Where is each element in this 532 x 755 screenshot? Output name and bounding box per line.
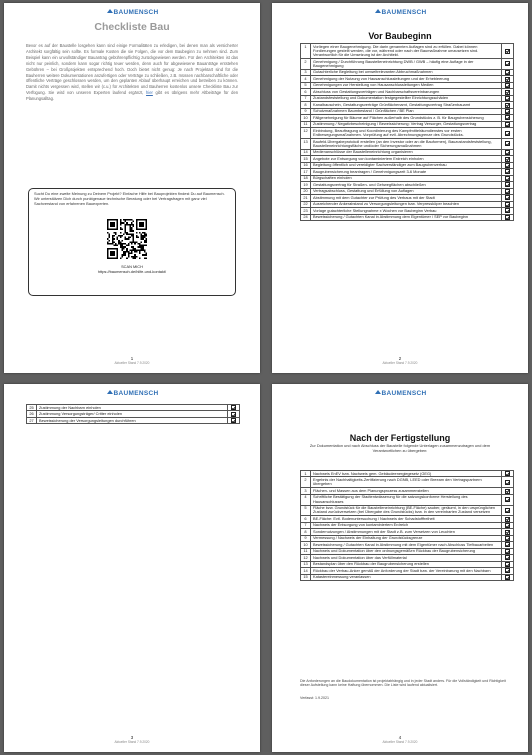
checkbox-checked-icon[interactable]	[505, 530, 510, 535]
item-number: 3	[301, 69, 311, 75]
item-number: 12	[301, 128, 311, 139]
checkbox-checked-icon[interactable]	[505, 215, 510, 220]
page-1	[4, 3, 260, 373]
checkbox-checked-icon[interactable]	[505, 568, 510, 573]
item-number: 26	[27, 411, 37, 417]
item-check-cell	[228, 417, 240, 423]
house-icon	[107, 9, 113, 13]
page-4	[272, 384, 528, 752]
item-number: 27	[27, 417, 37, 423]
house-icon	[375, 9, 381, 13]
checkbox-checked-icon[interactable]	[505, 96, 510, 101]
table-row	[301, 139, 514, 150]
item-number: 1	[301, 44, 311, 59]
item-text: Zustimmung der Nachbarn einholen	[37, 405, 228, 411]
item-number: 25	[27, 405, 37, 411]
item-text: Fällgenehmigung für Bäume auf Flächen außerhalb des Grundstücks z. B. für Baugrubensicherung	[311, 115, 502, 121]
item-number: 14	[301, 149, 311, 155]
item-number: 1	[301, 471, 311, 477]
item-text: Begleitung öffentlich und vereidigter Sachverständiger zum Baugrubenverbau	[311, 162, 502, 168]
item-number: 15	[301, 574, 311, 580]
checkbox-checked-icon[interactable]	[505, 150, 510, 155]
item-number: 9	[301, 535, 311, 541]
item-number: 7	[301, 522, 311, 528]
scan-url[interactable]: https://baumensch.de/hilfe-und-kontakt/	[97, 269, 167, 274]
section-subtitle: Zur Dokumentation und nach Abschluss der Baustelle folgende Unterlagen zusammenzutragen und dem Verantwortlichen zu übergeben:	[309, 443, 491, 453]
item-text: Bürgschaften einholen	[311, 175, 502, 181]
checkbox-checked-icon[interactable]	[505, 77, 510, 82]
item-text: Baugrubensicherung beantragen / Genehmigungszeit 3-6 Monate	[311, 169, 502, 175]
table-row	[27, 417, 240, 423]
disclaimer-note: Die Anforderungen an die Baudokumentation ist projektabhängig und in jeder Stadt anders. Für die Vollständigkeit und Richtigkeit dieser Aufstellung kann keine Haftung übernommen. Die Liste wird laufend aktualisiert.	[300, 679, 506, 688]
page-date: Aktueller Stand 7.9.2020	[382, 361, 418, 365]
checkbox-checked-icon[interactable]	[505, 83, 510, 88]
item-number: 8	[301, 102, 311, 108]
checkbox-checked-icon[interactable]	[505, 115, 510, 120]
brand-logo: BAUMENSCH	[4, 9, 260, 16]
item-text: Nachweis EnEV bzw. Nachweis gem. Gebäudeenergiegesetz (GEG)	[311, 471, 502, 477]
item-number: 17	[301, 169, 311, 175]
item-text: Vertragsabschluss, Gestattung und Erfüllung von Auflagen	[311, 188, 502, 194]
brand-logo: BAUMENSCH	[4, 390, 260, 397]
page-3	[4, 384, 260, 752]
house-icon	[107, 390, 113, 394]
item-text: Nachweis der Entsorgung von kontaminiertem Erdreich	[311, 522, 502, 528]
checkbox-checked-icon[interactable]	[505, 70, 510, 75]
item-text: Zustandsfeststellung und Dokumentation festgegestellter Einrichtungsschäden	[311, 95, 502, 101]
item-number: 16	[301, 162, 311, 168]
checkbox-checked-icon[interactable]	[505, 61, 510, 66]
item-number: 4	[301, 494, 311, 505]
promo-text: Sucht Du eine zweite Meinung zu Deinem Projekt? Einfache Hilfe bei Bauprojekten findest Du auf Baumensch. Wir unterstützen Dich durch punktgenaue technische Beratung oder bei Vertragsfragen mit ganz viel Sachverstand von erfahrenen Bauexperten.	[34, 191, 225, 206]
item-text: Vermessung / Nachweis der Einhaltung der Grundstücksgrenze	[311, 535, 502, 541]
item-text: Vorlage gutachterliche Stellungnahme x Wochen vor Baubeginn Verbau	[311, 208, 502, 214]
item-text: Rückbau der Verbau-Anker gemäß der Anforderung der Stadt bzw. der Vereinbarung mit den Nachbarn	[311, 568, 502, 574]
scan-label: SCAN MICH	[121, 264, 143, 269]
checkbox-checked-icon[interactable]	[231, 412, 236, 417]
table-row	[301, 505, 514, 516]
checkbox-checked-icon[interactable]	[505, 562, 510, 567]
scan-caption	[29, 264, 235, 274]
item-text: Flächen- und Massen aus dem Planungsprozess zusammenstellen	[311, 488, 502, 494]
item-text: Medienanschlüsse der Baustelleneinrichtung organisieren	[311, 149, 502, 155]
table-row	[301, 214, 514, 220]
item-text: Zustimmung / Negativbescheinigung / Beweissicherung: Vertrag Versorger, Gestattungsvertrag	[311, 121, 502, 127]
item-number: 18	[301, 175, 311, 181]
checkbox-checked-icon[interactable]	[505, 549, 510, 554]
page-date: Aktueller Stand 7.9.2020	[382, 740, 418, 744]
item-number: 2	[301, 477, 311, 488]
item-number: 11	[301, 548, 311, 554]
checklist-table	[26, 404, 240, 424]
table-row	[301, 128, 514, 139]
item-number: 10	[301, 115, 311, 121]
section-title: Nach der Fertigstellung	[349, 433, 451, 443]
item-text: Beweissicherung / Gutachten Kanal in Abstimmung mit dem Eigentümer nach Abschluss Tiefbauarbeiten	[311, 542, 502, 548]
item-number: 5	[301, 82, 311, 88]
checkbox-checked-icon[interactable]	[505, 122, 510, 127]
item-check-cell	[502, 494, 514, 505]
item-number: 20	[301, 188, 311, 194]
item-text: Abschluss von Gestattungsverträgen und Nachbarschaftsvereinbarungen	[311, 89, 502, 95]
item-check-cell	[502, 59, 514, 70]
item-text: Genehmigung / Durchführung Baustelleneinrichtung DWB / GWB – häufig eine Auflage in der Baugenehmigung	[311, 59, 502, 70]
item-check-cell	[502, 44, 514, 59]
item-text: Ergebnis der Nachhaltigkeits-Zertifizierung nach DGNB, LEED oder Breeam den Vertragspartnern übergeben	[311, 477, 502, 488]
item-number: 3	[301, 488, 311, 494]
page-date: Aktueller Stand 7.9.2020	[114, 740, 150, 744]
checkbox-checked-icon[interactable]	[505, 109, 510, 114]
checkbox-checked-icon[interactable]	[505, 208, 510, 213]
item-number: 2	[301, 59, 311, 70]
checkbox-checked-icon[interactable]	[505, 480, 510, 485]
table-row	[301, 44, 514, 59]
brand-logo: BAUMENSCH	[272, 390, 528, 397]
item-number: 5	[301, 505, 311, 516]
table-row	[301, 59, 514, 70]
item-text: Schutzmaßnahmen Baumbestand / Grünflächen / BE Plan	[311, 108, 502, 114]
item-number: 13	[301, 139, 311, 150]
page-number: 2	[398, 356, 402, 361]
page-footer	[4, 356, 260, 366]
item-check-cell	[502, 139, 514, 150]
intro-paragraph: Bevor es auf der Baustelle losgehen kann sind einige Formalitäten zu erledigen, bei denen man als versicherter Architekt sorgfältig sein sollte. Es formale Kosten die sie Folgen, die vor dem Baubeginn zu nehmen sind. Zum Beispiel kann ein unvollständiger Bauantrag gebührenpflichtig zurückgewiesen werden. Für den Architekten ist das nicht nur peinlich, sondern kann sogar richtig teuer werden, denn auch für abgewiesene Bauanträge entstehen Gebühren – bei Großprojekten entsprechend hoch. Doch bietet nicht genug: Je nach Projektart sind für die Bauherren weitere Dokumentationen anzufertigen oder Verträge zu schließen, z.B. müssen nachbarschaftliche oder öffentliche Verträge geschlossen werden, um den geplanten Ablauf überhaupt erreichen und betreiben zu können. Damit nichts vergessen wird, stellen wir (c.u.) für Architekten und Bauherren kostenlos unsere Checkliste Bau zur Verfügung. Sie wird von unseren Experten laufend ergänzt, hier gibt es übrigens mehr Altbeiträge für den Planungsalltag.	[26, 43, 238, 102]
checkbox-checked-icon[interactable]	[505, 536, 510, 541]
item-number: 23	[301, 208, 311, 214]
checkbox-checked-icon[interactable]	[505, 131, 510, 136]
item-number: 24	[301, 214, 311, 220]
checkbox-checked-icon[interactable]	[505, 189, 510, 194]
item-number: 22	[301, 201, 311, 207]
item-text: Beweissicherung / Gutachten Kanal in Abstimmung dem Eigentümer / SEP vor Baubeginn	[311, 214, 502, 220]
item-number: 10	[301, 542, 311, 548]
table-row	[301, 574, 514, 580]
item-text: Ausreichender Ankerabstand zu Versorgungsleitungen bzw. Verpressköper beachten	[311, 201, 502, 207]
item-number: 7	[301, 95, 311, 101]
item-number: 15	[301, 156, 311, 162]
item-text: Genehmigungen zur Herstellung von Hausanschlussleitungen Medien	[311, 82, 502, 88]
item-number: 21	[301, 195, 311, 201]
item-number: 19	[301, 182, 311, 188]
checkbox-checked-icon[interactable]	[505, 508, 510, 513]
checkbox-checked-icon[interactable]	[505, 555, 510, 560]
page-footer	[4, 735, 260, 745]
checkbox-checked-icon[interactable]	[505, 157, 510, 162]
item-text: Sondernutzungen / Abstimmungen mit der Stadt z.B. zum Versetzen von Leuchten	[311, 529, 502, 535]
item-text: Schriftliche Bestätigung der Stadtentwässerung für die satzungskonforme Herstellung des Hausanschlusses	[311, 494, 502, 505]
item-text: Bestandsplan über den Rückbau der Baugrubensicherung erstellen	[311, 561, 502, 567]
item-text: Nachweis und Dokumentation über den ordnungsgemäßen Rückbau der Baugrubensicherung	[311, 548, 502, 554]
checkbox-checked-icon[interactable]	[505, 489, 510, 494]
checkbox-checked-icon[interactable]	[505, 471, 510, 476]
house-icon	[375, 390, 381, 394]
checkbox-checked-icon[interactable]	[505, 103, 510, 108]
page-number: 3	[130, 735, 134, 740]
checklist-table	[300, 470, 514, 581]
item-text: Kanalbauschein, Gestattungsverträge Grünflächenamt, Gestattungsvertrag Straßenbauamt	[311, 102, 502, 108]
checkbox-checked-icon[interactable]	[505, 542, 510, 547]
item-number: 14	[301, 568, 311, 574]
item-text: Fläche bzw. Grundstück für die Baustelleneinrichtung (BE-Fläche) sauber, geräumt, in den ursprünglichen Zustand zurückversetzen (bei Übergabe des Grundstücks) bzw. in den vereinbarten Zustand versetzen	[311, 505, 502, 516]
item-text: Abstimmung mit dem Gutachter zur Prüfung des Verbaus mit der Stadt	[311, 195, 502, 201]
checkbox-checked-icon[interactable]	[505, 176, 510, 181]
item-text: Beweissicherung der Versorgungsleitungen durchführen	[37, 417, 228, 423]
checkbox-checked-icon[interactable]	[505, 182, 510, 187]
table-row	[301, 477, 514, 488]
page-footer	[272, 356, 528, 366]
item-text: Gutachterliche Begleitung bei umweltrelevanten Abbruchmaßnahmen	[311, 69, 502, 75]
item-number: 11	[301, 121, 311, 127]
checkbox-checked-icon[interactable]	[505, 497, 510, 502]
checkbox-checked-icon[interactable]	[505, 90, 510, 95]
item-check-cell	[502, 477, 514, 488]
page-footer	[272, 735, 528, 745]
item-text: Gestattungsvertrag für Straßen- und Gehwegflächen abschließen	[311, 182, 502, 188]
checkbox-checked-icon[interactable]	[231, 418, 236, 423]
checkbox-checked-icon[interactable]	[505, 141, 510, 146]
checkbox-checked-icon[interactable]	[505, 575, 510, 580]
page-title: Checkliste Bau	[94, 21, 170, 33]
section-title: Vor Baubeginn	[368, 31, 432, 41]
item-check-cell	[502, 574, 514, 580]
brand-logo: BAUMENSCH	[272, 9, 528, 16]
page-2	[272, 3, 528, 373]
checkbox-checked-icon[interactable]	[505, 49, 510, 54]
item-text: Vorliegen einer Baugenehmigung. Die darin genannten Auflagen sind zu erfüllen. Dabei können Fordierungen gestellt werden, die vor, während oder nach der Baumaßnahme umzusetzen sind. Verantwortlich für die Umsetzung ist der Architekt.	[311, 44, 502, 59]
checkbox-checked-icon[interactable]	[505, 195, 510, 200]
page-number: 4	[398, 735, 402, 740]
item-number: 13	[301, 561, 311, 567]
item-text: Baufeld-Übergabeprotokoll erstellen (an den Investor oder an die Bauformen), Bauzustandsfeststellung, Baustelleneinrichtungsfläche und/oder Sicherungsmaßnahmen	[311, 139, 502, 150]
item-check-cell	[502, 128, 514, 139]
checkbox-checked-icon[interactable]	[505, 523, 510, 528]
item-check-cell	[502, 214, 514, 220]
intro-link[interactable]: hier	[146, 90, 153, 96]
item-number: 12	[301, 555, 311, 561]
consultation-box	[28, 188, 236, 296]
checkbox-checked-icon[interactable]	[505, 202, 510, 207]
item-number: 9	[301, 108, 311, 114]
item-text: Katastereinmessung veranlassen	[311, 574, 502, 580]
item-text: BE-Fläche: Evtl. Bodenuntersuchung / Nachweis der Schadstofffreiheit	[311, 516, 502, 522]
checkbox-checked-icon[interactable]	[505, 517, 510, 522]
page-date: Aktueller Stand 7.9.2020	[114, 361, 150, 365]
author-date: Verfasst: 1.9.2021	[300, 696, 329, 700]
item-text: Einbindung, Beauftragung und Koordinierung des Kampfmittelräumdienstes vor ersten Erdbewegungsmaßnahmen. Vorprüfung auf evtl. Abrechnungsgrenze des Grundstücks.	[311, 128, 502, 139]
item-number: 8	[301, 529, 311, 535]
item-text: Zustimmung Versorgungsträger/ Critter einholen	[37, 411, 228, 417]
item-text: Genehmigung der Nutzung von Hausanschlussleitungen und der Erhebleerung	[311, 76, 502, 82]
item-text: Angebote zur Entsorgung von kontaminiertem Erdreich einholen	[311, 156, 502, 162]
page-number: 1	[130, 356, 134, 361]
qr-code[interactable]	[107, 219, 147, 259]
checkbox-checked-icon[interactable]	[505, 169, 510, 174]
item-number: 6	[301, 516, 311, 522]
item-check-cell	[502, 505, 514, 516]
item-number: 6	[301, 89, 311, 95]
checkbox-checked-icon[interactable]	[505, 163, 510, 168]
table-row	[301, 494, 514, 505]
item-text: Nachweis und Dokumentation über das Verfüllmaterial	[311, 555, 502, 561]
item-number: 4	[301, 76, 311, 82]
checkbox-checked-icon[interactable]	[231, 405, 236, 410]
checklist-table	[300, 43, 514, 221]
